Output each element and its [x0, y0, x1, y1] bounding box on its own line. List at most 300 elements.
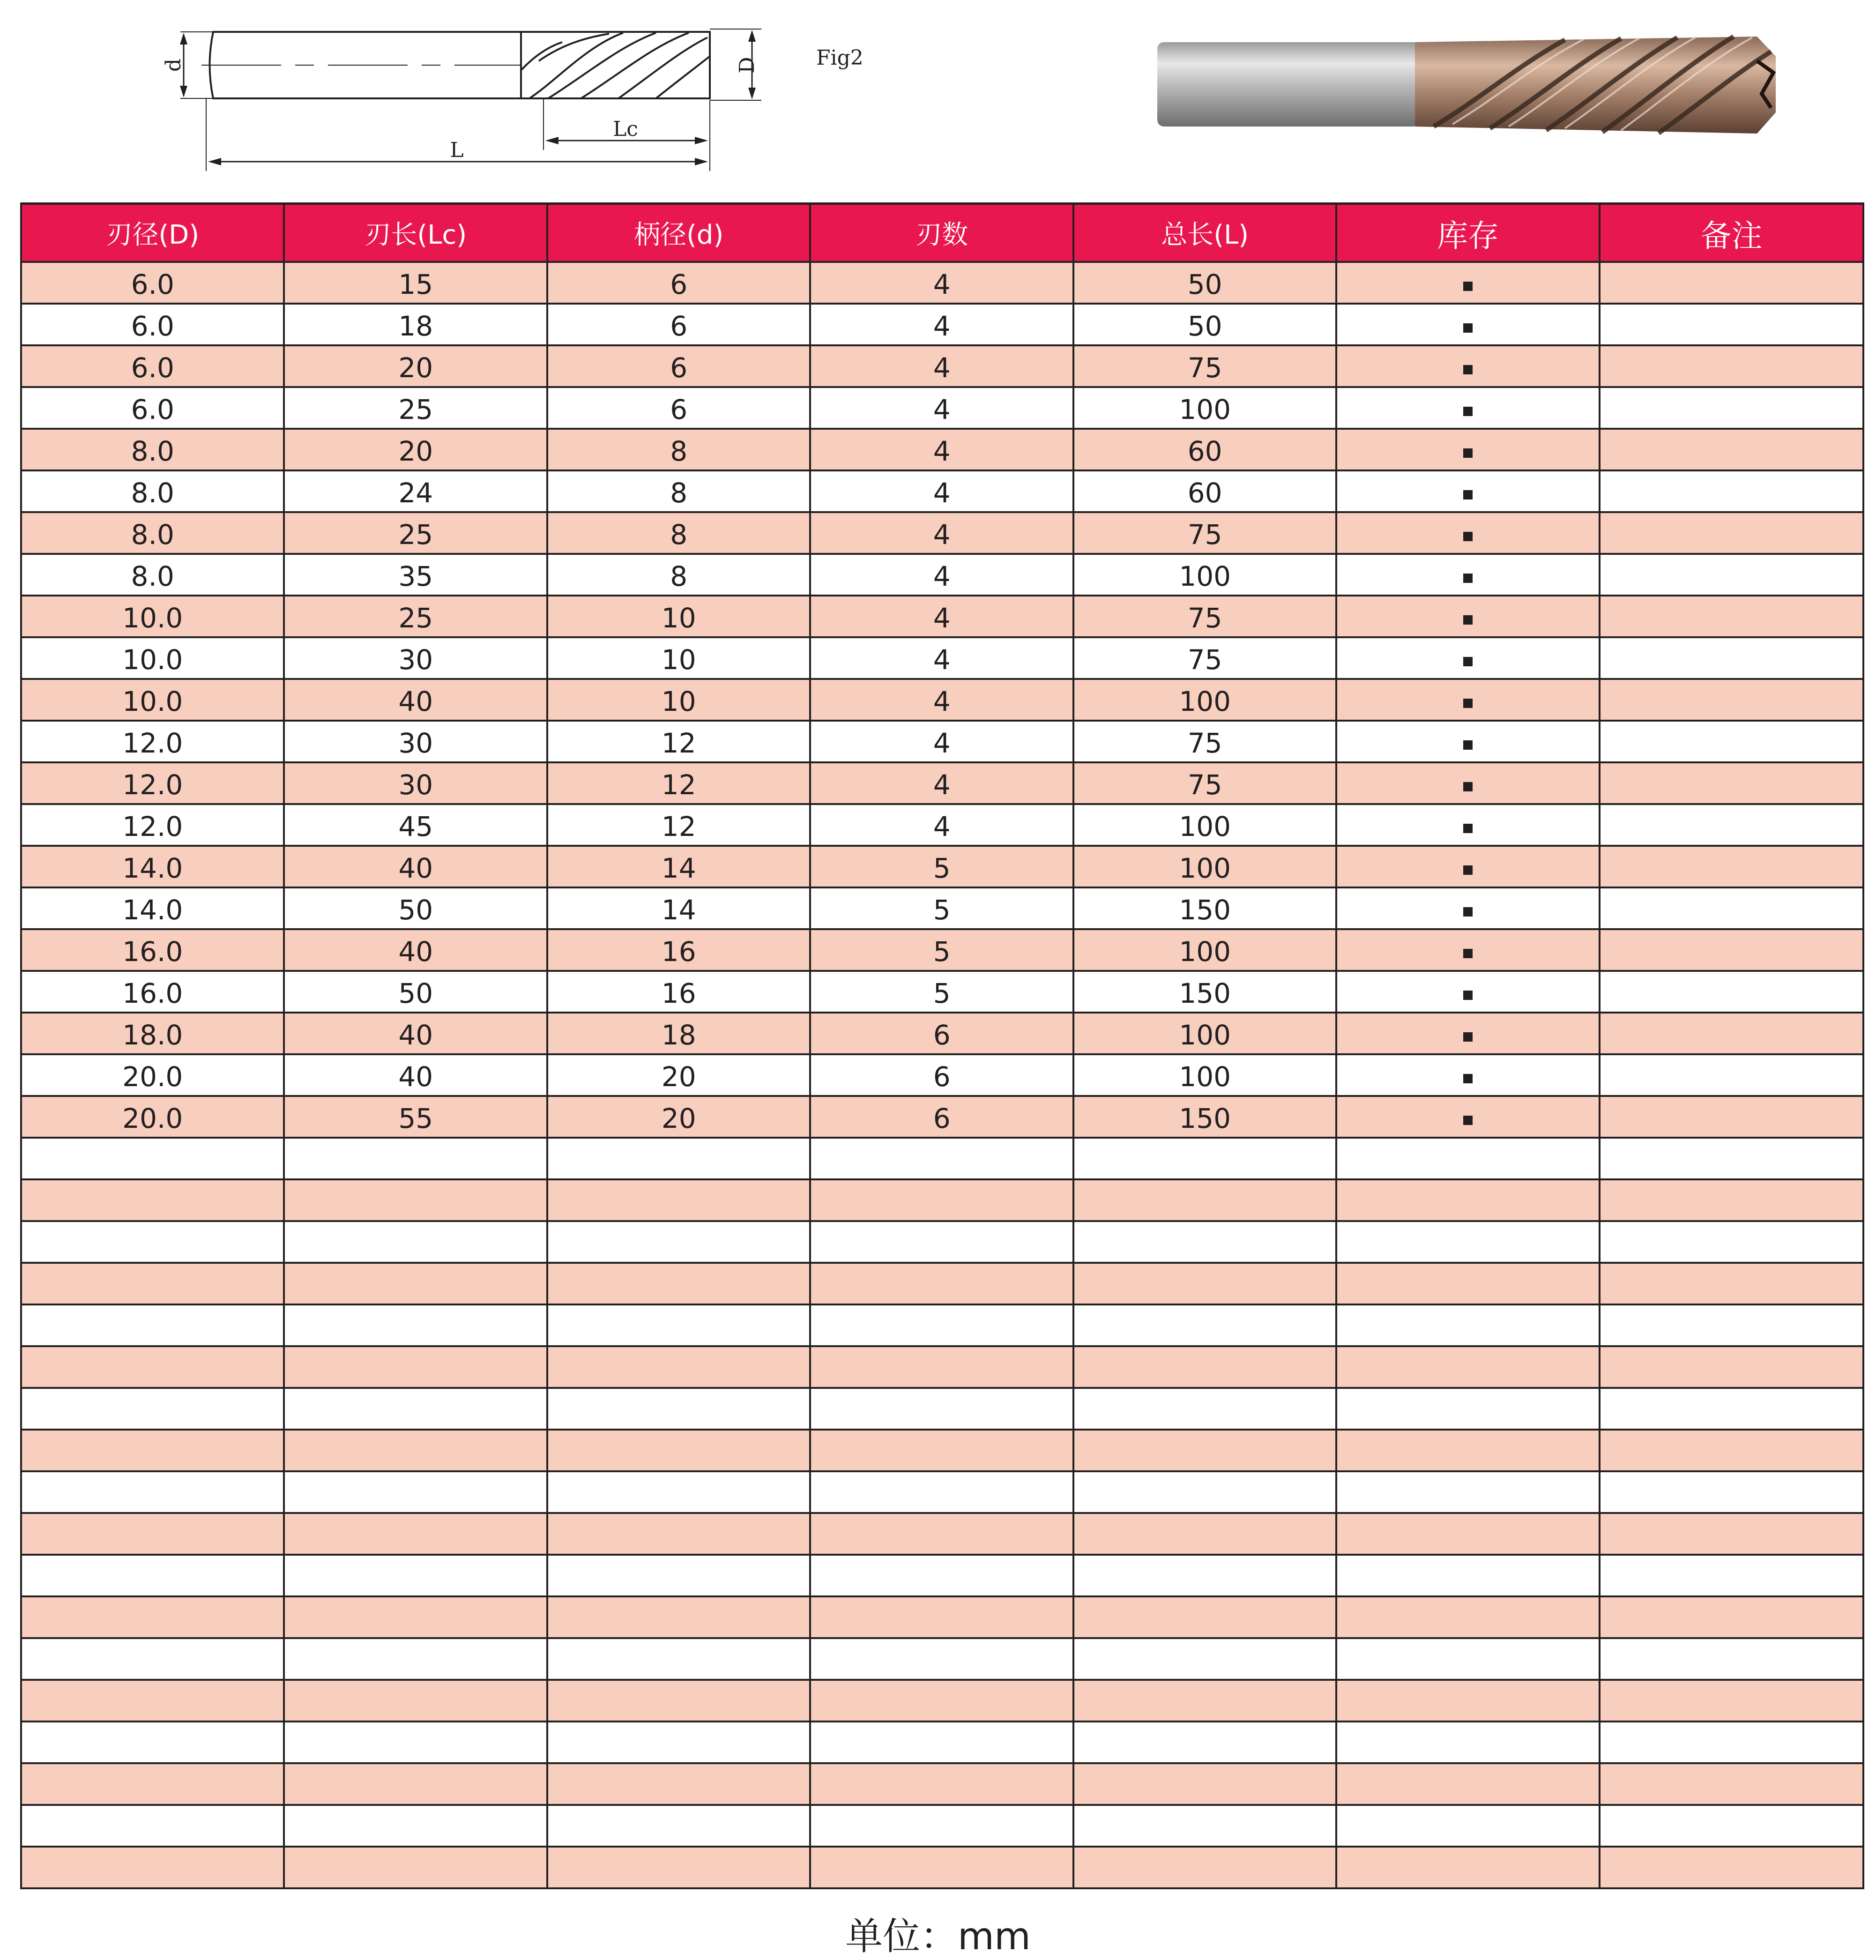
in-stock-icon — [1463, 448, 1473, 458]
cell-cutting-length: 40 — [284, 846, 547, 887]
cell-flute-count — [810, 1221, 1073, 1263]
in-stock-icon — [1463, 782, 1473, 791]
cell-flute-count — [810, 1430, 1073, 1471]
cell-shank-diameter: 6 — [547, 345, 810, 387]
cell-flute-count — [810, 1805, 1073, 1847]
cell-shank-diameter: 10 — [547, 596, 810, 637]
cell-flute-count — [810, 1513, 1073, 1555]
cell-cutting-length: 25 — [284, 512, 547, 554]
cell-stock — [1336, 637, 1599, 679]
cell-stock — [1336, 262, 1599, 304]
cell-overall-length: 100 — [1073, 679, 1336, 721]
table-row — [21, 1263, 1863, 1304]
table-row — [21, 1388, 1863, 1430]
cell-overall-length — [1073, 1722, 1336, 1763]
cell-remarks — [1600, 596, 1863, 637]
cell-flute-count: 6 — [810, 1013, 1073, 1054]
cell-stock — [1336, 1847, 1599, 1888]
table-row — [21, 1555, 1863, 1596]
cell-cutting-diameter: 16.0 — [21, 971, 284, 1013]
cell-shank-diameter: 20 — [547, 1096, 810, 1138]
cell-overall-length — [1073, 1471, 1336, 1513]
cell-overall-length: 100 — [1073, 387, 1336, 429]
cell-cutting-length: 30 — [284, 637, 547, 679]
cell-remarks — [1600, 1763, 1863, 1805]
cell-flute-count: 4 — [810, 596, 1073, 637]
cell-overall-length — [1073, 1763, 1336, 1805]
cell-flute-count: 4 — [810, 762, 1073, 804]
table-row — [21, 304, 1863, 345]
cell-stock — [1336, 470, 1599, 512]
cell-cutting-length — [284, 1555, 547, 1596]
cell-remarks — [1600, 887, 1863, 929]
header-cutting-diameter: 刃径(D) — [21, 204, 284, 262]
cell-cutting-diameter: 6.0 — [21, 304, 284, 345]
cell-cutting-length: 40 — [284, 1013, 547, 1054]
cell-stock — [1336, 1638, 1599, 1680]
cell-remarks — [1600, 846, 1863, 887]
cell-cutting-length: 50 — [284, 887, 547, 929]
cell-shank-diameter: 20 — [547, 1054, 810, 1096]
cell-cutting-length: 40 — [284, 1054, 547, 1096]
end-mill-product-photo — [1153, 28, 1780, 145]
cell-stock — [1336, 1430, 1599, 1471]
table-row — [21, 554, 1863, 596]
cell-cutting-length — [284, 1263, 547, 1304]
cell-cutting-diameter — [21, 1513, 284, 1555]
cell-overall-length: 100 — [1073, 1013, 1336, 1054]
dim-Lc-label: Lc — [613, 117, 638, 141]
cell-remarks — [1600, 1346, 1863, 1388]
cell-remarks — [1600, 1680, 1863, 1722]
cell-stock — [1336, 1680, 1599, 1722]
cell-shank-diameter: 8 — [547, 554, 810, 596]
cell-shank-diameter: 16 — [547, 971, 810, 1013]
cell-shank-diameter — [547, 1805, 810, 1847]
cell-cutting-length: 25 — [284, 387, 547, 429]
cell-stock — [1336, 1221, 1599, 1263]
in-stock-icon — [1463, 865, 1473, 875]
cell-cutting-diameter: 6.0 — [21, 387, 284, 429]
cell-overall-length: 100 — [1073, 929, 1336, 971]
cell-cutting-diameter: 16.0 — [21, 929, 284, 971]
table-row — [21, 762, 1863, 804]
cell-cutting-length: 55 — [284, 1096, 547, 1138]
table-row — [21, 637, 1863, 679]
table-row — [21, 1138, 1863, 1179]
cell-cutting-diameter: 8.0 — [21, 470, 284, 512]
cell-shank-diameter: 18 — [547, 1013, 810, 1054]
cell-remarks — [1600, 1096, 1863, 1138]
cell-flute-count: 5 — [810, 887, 1073, 929]
cell-stock — [1336, 804, 1599, 846]
table-row — [21, 1638, 1863, 1680]
table-row — [21, 512, 1863, 554]
cell-cutting-diameter: 12.0 — [21, 804, 284, 846]
cell-cutting-diameter: 8.0 — [21, 512, 284, 554]
table-row — [21, 1179, 1863, 1221]
header-flute-count: 刃数 — [810, 204, 1073, 262]
table-row — [21, 1513, 1863, 1555]
table-row — [21, 887, 1863, 929]
cell-stock — [1336, 1596, 1599, 1638]
cell-cutting-length: 35 — [284, 554, 547, 596]
cell-shank-diameter: 14 — [547, 887, 810, 929]
cell-stock — [1336, 1388, 1599, 1430]
table-row — [21, 387, 1863, 429]
cell-remarks — [1600, 304, 1863, 345]
table-row — [21, 262, 1863, 304]
cell-remarks — [1600, 1138, 1863, 1179]
cell-overall-length: 60 — [1073, 470, 1336, 512]
cell-shank-diameter: 8 — [547, 429, 810, 470]
table-row — [21, 1596, 1863, 1638]
table-header-row — [21, 204, 1863, 262]
cell-overall-length: 75 — [1073, 596, 1336, 637]
cell-overall-length: 60 — [1073, 429, 1336, 470]
cell-overall-length — [1073, 1680, 1336, 1722]
cell-stock — [1336, 1179, 1599, 1221]
cell-overall-length: 50 — [1073, 304, 1336, 345]
cell-cutting-length — [284, 1346, 547, 1388]
in-stock-icon — [1463, 323, 1473, 333]
cell-stock — [1336, 846, 1599, 887]
cell-flute-count — [810, 1179, 1073, 1221]
table-row — [21, 1013, 1863, 1054]
cell-stock — [1336, 762, 1599, 804]
cell-overall-length: 100 — [1073, 554, 1336, 596]
cell-cutting-length: 50 — [284, 971, 547, 1013]
cell-shank-diameter — [547, 1346, 810, 1388]
cell-remarks — [1600, 262, 1863, 304]
cell-overall-length — [1073, 1346, 1336, 1388]
cell-cutting-diameter — [21, 1471, 284, 1513]
cell-cutting-diameter — [21, 1221, 284, 1263]
cell-remarks — [1600, 804, 1863, 846]
cell-cutting-diameter: 14.0 — [21, 846, 284, 887]
cell-stock — [1336, 1763, 1599, 1805]
cell-remarks — [1600, 929, 1863, 971]
cell-flute-count: 4 — [810, 429, 1073, 470]
cell-flute-count: 5 — [810, 846, 1073, 887]
cell-remarks — [1600, 345, 1863, 387]
dim-d-label: d — [162, 58, 186, 72]
table-row — [21, 1805, 1863, 1847]
cell-flute-count: 4 — [810, 304, 1073, 345]
table-row — [21, 1430, 1863, 1471]
header-shank-diameter: 柄径(d) — [547, 204, 810, 262]
table-row — [21, 929, 1863, 971]
cell-shank-diameter — [547, 1555, 810, 1596]
cell-cutting-length: 15 — [284, 262, 547, 304]
cell-stock — [1336, 554, 1599, 596]
table-row — [21, 1680, 1863, 1722]
header-remarks: 备注 — [1600, 204, 1863, 262]
cell-remarks — [1600, 512, 1863, 554]
cell-shank-diameter — [547, 1680, 810, 1722]
table-row — [21, 1096, 1863, 1138]
cell-cutting-diameter: 18.0 — [21, 1013, 284, 1054]
cell-cutting-diameter — [21, 1847, 284, 1888]
cell-overall-length — [1073, 1430, 1336, 1471]
cell-shank-diameter: 14 — [547, 846, 810, 887]
cell-overall-length: 75 — [1073, 762, 1336, 804]
in-stock-icon — [1463, 365, 1473, 374]
cell-cutting-length: 20 — [284, 429, 547, 470]
table-row — [21, 971, 1863, 1013]
cell-cutting-diameter — [21, 1138, 284, 1179]
cell-remarks — [1600, 1596, 1863, 1638]
cell-remarks — [1600, 679, 1863, 721]
cell-overall-length: 150 — [1073, 887, 1336, 929]
cell-cutting-diameter: 6.0 — [21, 345, 284, 387]
cell-flute-count: 4 — [810, 637, 1073, 679]
cell-shank-diameter — [547, 1304, 810, 1346]
cell-remarks — [1600, 1304, 1863, 1346]
cell-shank-diameter — [547, 1513, 810, 1555]
in-stock-icon — [1463, 824, 1473, 833]
cell-cutting-length — [284, 1596, 547, 1638]
in-stock-icon — [1463, 699, 1473, 708]
table-row — [21, 1471, 1863, 1513]
cell-remarks — [1600, 1263, 1863, 1304]
cell-shank-diameter: 6 — [547, 304, 810, 345]
cell-cutting-diameter — [21, 1596, 284, 1638]
cell-overall-length — [1073, 1304, 1336, 1346]
table-row — [21, 1346, 1863, 1388]
cell-stock — [1336, 887, 1599, 929]
cell-shank-diameter — [547, 1221, 810, 1263]
cell-overall-length: 50 — [1073, 262, 1336, 304]
cell-remarks — [1600, 971, 1863, 1013]
cell-shank-diameter: 12 — [547, 762, 810, 804]
table-row — [21, 1054, 1863, 1096]
cell-flute-count: 4 — [810, 345, 1073, 387]
cell-flute-count: 5 — [810, 971, 1073, 1013]
cell-remarks — [1600, 721, 1863, 762]
cell-shank-diameter — [547, 1722, 810, 1763]
cell-shank-diameter — [547, 1179, 810, 1221]
cell-cutting-length — [284, 1513, 547, 1555]
cell-cutting-diameter — [21, 1680, 284, 1722]
dim-L-label: L — [450, 138, 464, 162]
cell-overall-length — [1073, 1263, 1336, 1304]
cell-flute-count — [810, 1263, 1073, 1304]
cell-remarks — [1600, 1805, 1863, 1847]
cell-stock — [1336, 1263, 1599, 1304]
cell-remarks — [1600, 1722, 1863, 1763]
in-stock-icon — [1463, 282, 1473, 291]
tool-flute-outline — [521, 32, 710, 98]
cell-flute-count — [810, 1638, 1073, 1680]
cell-cutting-diameter — [21, 1805, 284, 1847]
cell-cutting-length — [284, 1680, 547, 1722]
cell-stock — [1336, 387, 1599, 429]
figure-label: Fig2 — [816, 46, 864, 70]
cell-remarks — [1600, 554, 1863, 596]
cell-remarks — [1600, 1179, 1863, 1221]
cell-cutting-diameter — [21, 1722, 284, 1763]
cell-overall-length — [1073, 1388, 1336, 1430]
header-cutting-length: 刃长(Lc) — [284, 204, 547, 262]
cell-flute-count: 4 — [810, 262, 1073, 304]
cell-cutting-length: 24 — [284, 470, 547, 512]
cell-stock — [1336, 1805, 1599, 1847]
cell-overall-length — [1073, 1638, 1336, 1680]
cell-shank-diameter — [547, 1471, 810, 1513]
table-row — [21, 1847, 1863, 1888]
cell-stock — [1336, 971, 1599, 1013]
cell-remarks — [1600, 762, 1863, 804]
table-row — [21, 429, 1863, 470]
cell-overall-length — [1073, 1138, 1336, 1179]
cell-remarks — [1600, 429, 1863, 470]
in-stock-icon — [1463, 1074, 1473, 1083]
cell-overall-length — [1073, 1555, 1336, 1596]
cell-cutting-diameter — [21, 1179, 284, 1221]
cell-cutting-length — [284, 1763, 547, 1805]
cell-stock — [1336, 1096, 1599, 1138]
header-overall-length: 总长(L) — [1073, 204, 1336, 262]
cell-flute-count: 4 — [810, 721, 1073, 762]
cell-cutting-length: 30 — [284, 721, 547, 762]
cell-shank-diameter: 12 — [547, 804, 810, 846]
table-row — [21, 1763, 1863, 1805]
cell-shank-diameter: 6 — [547, 262, 810, 304]
cell-stock — [1336, 929, 1599, 971]
cell-cutting-length: 18 — [284, 304, 547, 345]
cell-overall-length — [1073, 1513, 1336, 1555]
cell-stock — [1336, 679, 1599, 721]
cell-shank-diameter: 10 — [547, 637, 810, 679]
cell-remarks — [1600, 1471, 1863, 1513]
cell-remarks — [1600, 1847, 1863, 1888]
cell-flute-count — [810, 1304, 1073, 1346]
cell-cutting-diameter — [21, 1263, 284, 1304]
cell-overall-length: 150 — [1073, 971, 1336, 1013]
cell-cutting-length — [284, 1179, 547, 1221]
in-stock-icon — [1463, 574, 1473, 583]
in-stock-icon — [1463, 490, 1473, 499]
cell-shank-diameter — [547, 1763, 810, 1805]
in-stock-icon — [1463, 407, 1473, 416]
in-stock-icon — [1463, 991, 1473, 1000]
specification-table — [20, 202, 1864, 1889]
table-row — [21, 846, 1863, 887]
cell-cutting-length: 20 — [284, 345, 547, 387]
cell-cutting-diameter — [21, 1638, 284, 1680]
cell-flute-count — [810, 1680, 1073, 1722]
cell-cutting-diameter: 8.0 — [21, 554, 284, 596]
table-row — [21, 679, 1863, 721]
unit-note: 单位：mm — [845, 1915, 1031, 1958]
cell-shank-diameter — [547, 1388, 810, 1430]
cell-cutting-diameter: 6.0 — [21, 262, 284, 304]
cell-shank-diameter: 16 — [547, 929, 810, 971]
cell-flute-count — [810, 1138, 1073, 1179]
cell-cutting-diameter — [21, 1555, 284, 1596]
table-row — [21, 470, 1863, 512]
cell-overall-length — [1073, 1596, 1336, 1638]
cell-flute-count — [810, 1722, 1073, 1763]
in-stock-icon — [1463, 615, 1473, 625]
cell-cutting-length — [284, 1304, 547, 1346]
cell-overall-length — [1073, 1847, 1336, 1888]
table-row — [21, 721, 1863, 762]
cell-stock — [1336, 1013, 1599, 1054]
in-stock-icon — [1463, 740, 1473, 750]
cell-stock — [1336, 512, 1599, 554]
cell-flute-count — [810, 1388, 1073, 1430]
cell-shank-diameter — [547, 1638, 810, 1680]
cell-overall-length: 100 — [1073, 1054, 1336, 1096]
cell-flute-count: 4 — [810, 554, 1073, 596]
cell-overall-length: 75 — [1073, 721, 1336, 762]
in-stock-icon — [1463, 907, 1473, 917]
cell-stock — [1336, 345, 1599, 387]
header-stock: 库存 — [1336, 204, 1599, 262]
in-stock-icon — [1463, 1032, 1473, 1042]
cell-cutting-length — [284, 1221, 547, 1263]
in-stock-icon — [1463, 1116, 1473, 1125]
cell-cutting-length — [284, 1722, 547, 1763]
cell-stock — [1336, 1138, 1599, 1179]
cell-shank-diameter: 8 — [547, 512, 810, 554]
cell-overall-length: 75 — [1073, 512, 1336, 554]
cell-stock — [1336, 1722, 1599, 1763]
table-row — [21, 1221, 1863, 1263]
cell-stock — [1336, 1346, 1599, 1388]
cell-remarks — [1600, 387, 1863, 429]
cell-overall-length: 100 — [1073, 804, 1336, 846]
table-row — [21, 345, 1863, 387]
cell-cutting-diameter: 12.0 — [21, 762, 284, 804]
cell-cutting-diameter: 12.0 — [21, 721, 284, 762]
cell-cutting-diameter — [21, 1346, 284, 1388]
cell-stock — [1336, 1304, 1599, 1346]
cell-cutting-length — [284, 1471, 547, 1513]
cell-cutting-diameter: 10.0 — [21, 596, 284, 637]
cell-flute-count — [810, 1555, 1073, 1596]
cell-shank-diameter — [547, 1596, 810, 1638]
cell-remarks — [1600, 637, 1863, 679]
cell-shank-diameter: 10 — [547, 679, 810, 721]
cell-remarks — [1600, 1638, 1863, 1680]
cell-remarks — [1600, 1513, 1863, 1555]
cell-cutting-length: 40 — [284, 929, 547, 971]
cell-stock — [1336, 1555, 1599, 1596]
in-stock-icon — [1463, 532, 1473, 541]
cell-cutting-length — [284, 1138, 547, 1179]
dim-D-label: D — [735, 57, 759, 74]
table-row — [21, 1304, 1863, 1346]
cell-shank-diameter — [547, 1138, 810, 1179]
table-row — [21, 804, 1863, 846]
table-row — [21, 1722, 1863, 1763]
cell-cutting-diameter — [21, 1304, 284, 1346]
in-stock-icon — [1463, 657, 1473, 666]
cell-flute-count — [810, 1346, 1073, 1388]
cell-cutting-length: 40 — [284, 679, 547, 721]
cell-overall-length: 75 — [1073, 345, 1336, 387]
cell-overall-length — [1073, 1805, 1336, 1847]
cell-shank-diameter — [547, 1847, 810, 1888]
cell-cutting-length: 45 — [284, 804, 547, 846]
cell-cutting-length: 30 — [284, 762, 547, 804]
cell-cutting-length — [284, 1430, 547, 1471]
cell-cutting-length — [284, 1388, 547, 1430]
cell-shank-diameter — [547, 1430, 810, 1471]
